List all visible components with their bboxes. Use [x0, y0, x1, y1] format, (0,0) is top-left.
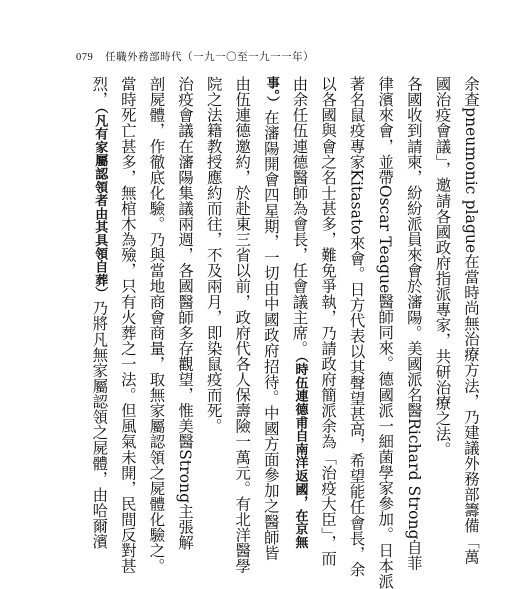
text-line: 余查pneumonic plague在當時尚無治療方法，乃建議外務部籌備「萬	[462, 76, 480, 565]
text-line: 烈，（凡有家屬認領者由其具領自葬）乃將凡無家屬認領之屍體，由哈爾濱	[90, 76, 109, 549]
text-line: 剖屍體，作徹底化驗。乃與當地商會商量，取無家屬認領之屍體化驗之。	[147, 76, 166, 574]
text-line: 治疫會議在瀋陽集議兩週，各國醫師多存觀望，惟美醫Strong主張解	[176, 76, 195, 550]
text-line: 由伍連德邀約，於赴東三省以前，政府代各人保壽險一萬元。有北洋醫學	[233, 76, 252, 574]
text-line: 事。）在瀋陽開會四星期，一切由中國政府招待。中國方面參加之醫師皆	[261, 76, 280, 561]
vertical-body-text	[90, 76, 485, 589]
inline-note: 事。）	[263, 76, 279, 110]
text-line: 律濱來會，並帶Oscar Teague醫師同來。德國派一細菌學家參加。日本派	[376, 76, 395, 589]
text-line: 以各國與會之名士甚多，難免爭執，乃請政府簡派余為「治疫大臣」，而	[319, 76, 338, 566]
running-header	[76, 49, 314, 64]
text-line: 院之法籍教授應約而往，不及兩月，即染鼠疫而死。	[204, 76, 223, 434]
text-line: 當時死亡甚多，無棺木為殮，只有火葬之一法。但風氣未開，民間反對甚	[118, 76, 137, 574]
inline-note: （時伍連德甫自南洋返國，在京無	[292, 355, 308, 549]
text-line: 著名鼠疫專家Kitasato來會。日方代表以其聲望甚高，希望能任會長，余	[347, 76, 366, 577]
text-line: 國治疫會議」，邀請各國政府指派專家，共研治療之法。	[433, 76, 452, 458]
text-line: 各國收到請柬，紛紛派員來會於瀋陽。美國派名醫Richard Strong自菲	[404, 76, 423, 571]
running-title: 任職外務部時代（一九一〇至一九一一年）	[105, 51, 315, 63]
inline-note: （凡有家屬認領者由其具領自葬）	[92, 107, 108, 301]
page-number: 079	[76, 52, 94, 63]
text-line: 由余任伍連德醫師為會長，任會議主席。（時伍連德甫自南洋返國，在京無	[290, 76, 309, 549]
